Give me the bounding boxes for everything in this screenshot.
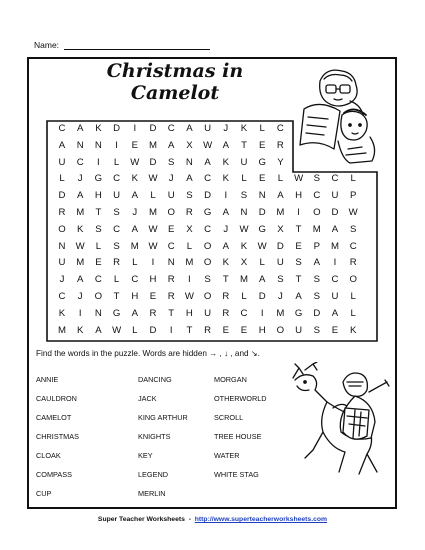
word-bank-item: SCROLL xyxy=(214,413,244,422)
grid-letter: C xyxy=(204,173,212,185)
grid-letter: J xyxy=(223,223,229,235)
grid-letter: I xyxy=(115,139,118,151)
grid-letter: X xyxy=(186,139,193,151)
grid-letter: P xyxy=(313,240,320,252)
grid-letter: W xyxy=(148,173,158,185)
word-bank-item: COMPASS xyxy=(36,470,72,479)
grid-letter: G xyxy=(203,207,212,218)
grid-letter: J xyxy=(59,274,65,286)
grid-letter: A xyxy=(204,156,211,168)
grid-letter: S xyxy=(204,274,211,286)
grid-letter: G xyxy=(112,307,121,319)
grid-letter: T xyxy=(113,291,120,302)
grid-letter: N xyxy=(76,139,84,151)
grid-letter: D xyxy=(276,240,284,252)
grid-letter: C xyxy=(113,223,121,235)
word-bank-item: WHITE STAG xyxy=(214,470,259,479)
grid-letter: A xyxy=(58,139,66,151)
grid-letter: I xyxy=(188,274,191,286)
grid-letter: M xyxy=(76,257,85,269)
grid-letter: C xyxy=(167,240,175,252)
grid-letter: C xyxy=(167,123,175,134)
grid-letter: U xyxy=(58,257,66,269)
name-label: Name: xyxy=(34,40,60,50)
grid-letter: T xyxy=(222,274,229,286)
grid-letter: O xyxy=(349,274,357,286)
grid-letter: C xyxy=(331,274,339,286)
grid-letter: K xyxy=(222,257,229,269)
word-bank-column-1 xyxy=(36,375,79,508)
grid-letter: O xyxy=(58,223,66,235)
grid-letter: L xyxy=(113,156,120,168)
grid-letter: Y xyxy=(277,156,284,168)
worksheet-title xyxy=(100,60,250,104)
grid-letter: W xyxy=(148,240,158,252)
grid-letter: E xyxy=(167,223,175,235)
grid-letter: D xyxy=(204,190,212,202)
grid-letter: R xyxy=(149,307,157,319)
grid-letter: S xyxy=(186,190,193,202)
grid-letter: O xyxy=(203,240,212,252)
grid-letter: A xyxy=(131,223,138,235)
grid-letter: S xyxy=(113,207,120,218)
grid-letter: M xyxy=(149,207,157,218)
grid-letter: L xyxy=(59,173,65,185)
grid-letter: U xyxy=(331,190,339,202)
grid-letter: C xyxy=(113,173,121,185)
grid-letter: C xyxy=(76,156,84,168)
grid-letter: N xyxy=(167,257,175,269)
grid-letter: R xyxy=(349,257,357,269)
word-bank-item: KNIGHTS xyxy=(138,432,171,441)
grid-letter: X xyxy=(186,223,193,235)
grid-letter: U xyxy=(204,307,212,319)
word-bank-item: TREE HOUSE xyxy=(214,432,262,441)
grid-letter: E xyxy=(331,324,339,336)
grid-letter: U xyxy=(240,156,248,168)
grid-letter: J xyxy=(77,173,83,185)
grid-letter: H xyxy=(149,274,157,286)
grid-letter: D xyxy=(258,207,266,218)
grid-letter: J xyxy=(132,207,138,218)
grid-letter: T xyxy=(241,139,247,151)
grid-letter: D xyxy=(113,123,121,134)
grid-letter: L xyxy=(277,173,284,185)
grid-letter: D xyxy=(58,190,66,202)
grid-letter: R xyxy=(276,139,284,151)
grid-letter: E xyxy=(295,240,302,252)
grid-letter: L xyxy=(132,257,138,269)
grid-letter: A xyxy=(331,223,339,235)
grid-letter: H xyxy=(295,190,303,202)
grid-letter: I xyxy=(78,307,82,319)
grid-letter: W xyxy=(294,173,304,185)
grid-letter: S xyxy=(277,274,284,286)
grid-letter: H xyxy=(131,291,139,302)
grid-letter: M xyxy=(276,207,285,218)
grid-letter: D xyxy=(331,207,339,218)
arrow-down-icon: ↓ xyxy=(224,349,229,358)
grid-letter: M xyxy=(130,240,139,252)
word-bank-item: CAULDRON xyxy=(36,394,77,403)
grid-letter: R xyxy=(185,207,193,218)
grid-letter: C xyxy=(58,123,66,134)
grid-letter: W xyxy=(130,156,140,168)
grid-letter: C xyxy=(58,291,66,302)
grid-letter: S xyxy=(295,257,302,269)
grid-letter: K xyxy=(240,240,248,252)
grid-letter: M xyxy=(331,240,339,252)
grid-letter: P xyxy=(349,190,357,202)
grid-letter: L xyxy=(186,240,193,252)
grid-letter: K xyxy=(131,173,138,185)
grid-letter: H xyxy=(94,190,102,202)
grid-letter: I xyxy=(97,156,100,168)
grid-letter: U xyxy=(167,190,175,202)
grid-letter: U xyxy=(331,291,339,302)
grid-letter: S xyxy=(95,223,102,235)
grid-letter: S xyxy=(313,324,320,336)
word-bank-item: JACK xyxy=(138,394,157,403)
grid-letter: H xyxy=(258,324,266,336)
grid-letter: A xyxy=(313,257,320,269)
grid-letter: M xyxy=(240,274,248,286)
grid-letter: O xyxy=(94,291,103,302)
grid-letter: T xyxy=(295,223,302,235)
name-line[interactable] xyxy=(64,49,210,50)
grid-letter: A xyxy=(331,307,339,319)
grid-letter: N xyxy=(258,190,266,202)
grid-letter: L xyxy=(259,123,265,134)
grid-letter: U xyxy=(295,324,303,336)
grid-letter: N xyxy=(58,240,66,252)
grid-letter: O xyxy=(276,324,285,336)
word-bank-item: MORGAN xyxy=(214,375,247,384)
grid-letter: K xyxy=(95,123,102,134)
grid-letter: W xyxy=(75,240,85,252)
grid-letter: C xyxy=(94,274,102,286)
word-search-grid xyxy=(46,120,378,340)
grid-letter: R xyxy=(204,324,212,336)
grid-letter: N xyxy=(94,307,102,319)
grid-letter: A xyxy=(277,190,284,202)
word-bank-item: CAMELOT xyxy=(36,413,72,422)
title-line-1: Christmas in xyxy=(106,60,244,82)
grid-letter: C xyxy=(276,123,284,134)
grid-letter: R xyxy=(167,274,175,286)
grid-letter: W xyxy=(203,139,213,151)
grid-letter: U xyxy=(113,190,121,202)
grid-letter: O xyxy=(313,207,321,218)
word-bank-item: LEGEND xyxy=(138,470,169,479)
grid-letter: E xyxy=(131,139,138,151)
word-bank-item: CHRISTMAS xyxy=(36,432,79,441)
grid-letter: K xyxy=(349,324,357,336)
word-bank-item: ANNIE xyxy=(36,375,59,384)
grid-letter: M xyxy=(185,257,194,269)
grid-letter: K xyxy=(76,324,84,336)
grid-letter: D xyxy=(258,291,266,302)
grid-letter: K xyxy=(222,156,229,168)
grid-letter: A xyxy=(295,291,302,302)
grid-letter: A xyxy=(186,173,193,185)
grid-letter: U xyxy=(276,257,284,269)
grid-letter: L xyxy=(113,274,120,286)
grid-letter: S xyxy=(113,240,120,252)
grid-letter: R xyxy=(58,207,66,218)
grid-letter: G xyxy=(94,173,103,185)
grid-letter: L xyxy=(132,324,138,336)
grid-letter: E xyxy=(95,257,102,269)
word-bank-item: DANCING xyxy=(138,375,172,384)
grid-letter: K xyxy=(76,223,84,235)
grid-letter: L xyxy=(350,173,356,185)
grid-letter: M xyxy=(276,307,285,319)
grid-letter: A xyxy=(222,139,229,151)
grid-letter: I xyxy=(151,257,155,269)
arrow-diagonal-icon: ↘ xyxy=(250,349,258,358)
grid-letter: E xyxy=(149,291,157,302)
grid-letter: C xyxy=(313,190,321,202)
footer-brand: Super Teacher Worksheets xyxy=(97,516,185,523)
grid-letter: R xyxy=(222,291,230,302)
grid-letter: I xyxy=(224,190,228,202)
grid-letter: U xyxy=(58,156,66,168)
grid-letter: X xyxy=(240,257,248,269)
grid-letter: R xyxy=(113,257,121,269)
grid-letter: M xyxy=(312,223,321,235)
grid-letter: J xyxy=(168,173,174,185)
grid-letter: T xyxy=(186,324,193,336)
grid-letter: A xyxy=(258,274,266,286)
grid-letter: A xyxy=(95,324,102,336)
grid-letter: K xyxy=(222,173,229,185)
grid-letter: S xyxy=(240,190,248,202)
grid-letter: I xyxy=(169,324,173,336)
word-bank-item: OTHERWORLD xyxy=(214,394,267,403)
grid-letter: W xyxy=(257,240,267,252)
grid-letter: D xyxy=(149,156,157,168)
grid-letter: C xyxy=(331,173,339,185)
grid-letter: M xyxy=(76,207,85,218)
grid-letter: C xyxy=(204,223,212,235)
grid-letter: L xyxy=(241,291,247,302)
footer-url-link[interactable]: http://www.superteacherworksheets.com xyxy=(194,516,328,523)
grid-letter: G xyxy=(258,223,266,235)
grid-letter: I xyxy=(333,257,337,269)
grid-letter: D xyxy=(149,324,157,336)
grid-letter: I xyxy=(297,207,300,218)
grid-letter: G xyxy=(258,156,266,168)
grid-letter: U xyxy=(204,123,212,134)
word-bank-column-2 xyxy=(138,375,188,508)
grid-letter: T xyxy=(95,207,102,218)
grid-letter: E xyxy=(240,324,248,336)
knight-on-horse-illustration xyxy=(283,362,391,480)
grid-letter: E xyxy=(258,139,266,151)
grid-letter: A xyxy=(167,139,175,151)
word-bank-item: CLOAK xyxy=(36,451,61,460)
grid-letter: S xyxy=(167,156,175,168)
grid-letter: O xyxy=(203,257,212,269)
grid-letter: E xyxy=(222,324,229,336)
grid-letter: W xyxy=(348,207,358,218)
grid-letter: D xyxy=(149,123,157,134)
grid-letter: A xyxy=(76,274,84,286)
grid-letter: L xyxy=(259,257,265,269)
and-text: , and xyxy=(228,349,251,358)
instructions-end: . xyxy=(257,349,260,358)
grid-letter: S xyxy=(313,173,320,185)
grid-letter: C xyxy=(349,240,357,252)
footer-dash: - xyxy=(188,516,191,523)
grid-letter: L xyxy=(241,173,247,185)
word-bank-item: MERLIN xyxy=(138,489,166,498)
grid-letter: L xyxy=(150,190,156,202)
word-bank-item: KING ARTHUR xyxy=(138,413,188,422)
grid-letter: S xyxy=(349,223,357,235)
footer xyxy=(0,516,425,523)
grid-letter: A xyxy=(76,123,84,134)
grid-letter: C xyxy=(240,307,248,319)
grid-letter: K xyxy=(58,307,66,319)
word-bank-item: CUP xyxy=(36,489,52,498)
grid-letter: L xyxy=(350,307,356,319)
grid-letter: K xyxy=(240,123,248,134)
grid-letter: R xyxy=(167,291,175,302)
instructions xyxy=(36,349,260,358)
grid-letter: G xyxy=(294,307,303,319)
grid-letter: E xyxy=(258,173,266,185)
grid-letter: L xyxy=(95,240,102,252)
grid-letter: T xyxy=(295,274,302,286)
grid-letter: O xyxy=(167,207,175,218)
grid-letter: J xyxy=(223,123,229,134)
grid-letter: D xyxy=(313,307,321,319)
title-line-2: Camelot xyxy=(130,82,220,104)
grid-letter: W xyxy=(148,223,158,235)
grid-letter: S xyxy=(313,291,320,302)
grid-letter: C xyxy=(131,274,139,286)
arrow-right-icon: → xyxy=(209,349,218,358)
grid-letter: H xyxy=(185,307,193,319)
grid-letter: A xyxy=(222,207,229,218)
grid-letter: N xyxy=(185,156,193,168)
grid-letter: J xyxy=(77,291,83,302)
word-bank-column-3 xyxy=(214,375,267,489)
grid-letter: T xyxy=(168,307,175,319)
grid-letter: A xyxy=(76,190,84,202)
grid-letter: W xyxy=(184,291,194,302)
grid-letter: N xyxy=(94,139,102,151)
grid-letter: S xyxy=(313,274,320,286)
grid-letter: W xyxy=(239,223,249,235)
separator: , xyxy=(217,349,225,358)
grid-letter: N xyxy=(240,207,248,218)
grid-letter: W xyxy=(112,324,122,336)
word-bank-item: WATER xyxy=(214,451,240,460)
grid-letter: A xyxy=(131,190,138,202)
grid-letter: M xyxy=(58,324,66,336)
grid-letter: A xyxy=(186,123,193,134)
grid-letter: I xyxy=(133,123,137,134)
grid-letter: X xyxy=(277,223,284,235)
grid-letter: I xyxy=(260,307,264,319)
instructions-text: Find the words in the puzzle. Words are hidden xyxy=(36,349,207,358)
grid-letter: J xyxy=(277,291,283,302)
grid-letter: M xyxy=(149,139,157,151)
grid-letter: R xyxy=(222,307,230,319)
grid-letter: A xyxy=(131,307,138,319)
grid-letter: A xyxy=(222,240,229,252)
grid-letter: L xyxy=(350,291,356,302)
grid-letter: O xyxy=(203,291,212,302)
word-bank-item: KEY xyxy=(138,451,153,460)
